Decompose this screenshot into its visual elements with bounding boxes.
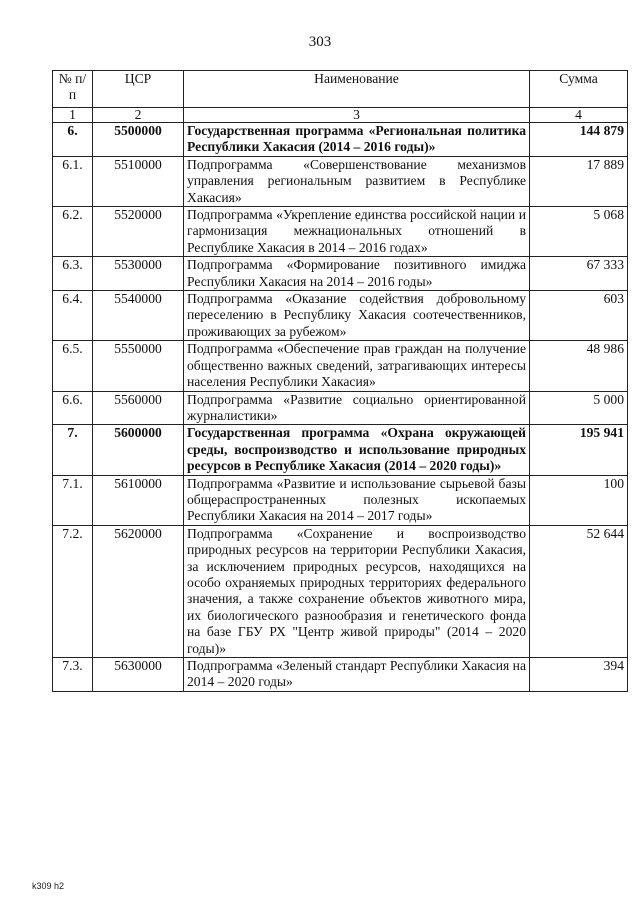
row-csr-code: 5560000 bbox=[93, 391, 184, 425]
row-name: Государственная программа «Региональная политика Республики Хакасия (2014 – 2016 годы)» bbox=[184, 123, 530, 157]
header-name: Наименование bbox=[184, 71, 530, 108]
column-number: 4 bbox=[530, 108, 628, 123]
column-number: 3 bbox=[184, 108, 530, 123]
row-sum: 603 bbox=[530, 291, 628, 341]
row-number: 7.1. bbox=[53, 475, 93, 525]
budget-table bbox=[52, 70, 628, 692]
row-sum: 100 bbox=[530, 475, 628, 525]
table-row bbox=[53, 156, 628, 206]
row-name: Подпрограмма «Развитие социально ориентированной журналистики» bbox=[184, 391, 530, 425]
header-num: № п/п bbox=[53, 71, 93, 108]
table-row bbox=[53, 475, 628, 525]
row-csr-code: 5550000 bbox=[93, 341, 184, 391]
table-row bbox=[53, 425, 628, 475]
row-name: Подпрограмма «Развитие и использование сырьевой базы общераспространенных полезных ископаемых Республики Хакасия на 2014 – 2017 годы» bbox=[184, 475, 530, 525]
row-name: Подпрограмма «Оказание содействия добровольному переселению в Республику Хакасия соотечественников, проживающих за рубежом» bbox=[184, 291, 530, 341]
row-number: 6.1. bbox=[53, 156, 93, 206]
row-name: Подпрограмма «Формирование позитивного имиджа Республики Хакасия на 2014 – 2016 годы» bbox=[184, 257, 530, 291]
row-sum: 195 941 bbox=[530, 425, 628, 475]
row-number: 6.4. bbox=[53, 291, 93, 341]
row-csr-code: 5510000 bbox=[93, 156, 184, 206]
row-number: 7. bbox=[53, 425, 93, 475]
row-sum: 144 879 bbox=[530, 123, 628, 157]
row-name: Подпрограмма «Совершенствование механизмов управления региональным развитием в Республике Хакасия» bbox=[184, 156, 530, 206]
table-row bbox=[53, 658, 628, 692]
row-csr-code: 5600000 bbox=[93, 425, 184, 475]
row-sum: 48 986 bbox=[530, 341, 628, 391]
row-name: Подпрограмма «Зеленый стандарт Республики Хакасия на 2014 – 2020 годы» bbox=[184, 658, 530, 692]
row-number: 6.3. bbox=[53, 257, 93, 291]
column-number-row bbox=[53, 108, 628, 123]
row-number: 7.2. bbox=[53, 525, 93, 657]
row-number: 6. bbox=[53, 123, 93, 157]
row-sum: 5 000 bbox=[530, 391, 628, 425]
table-row bbox=[53, 257, 628, 291]
footer-code: k309 h2 bbox=[32, 881, 65, 891]
table-row bbox=[53, 525, 628, 657]
table-row bbox=[53, 207, 628, 257]
header-csr: ЦСР bbox=[93, 71, 184, 108]
row-number: 6.5. bbox=[53, 341, 93, 391]
column-number: 1 bbox=[53, 108, 93, 123]
row-csr-code: 5520000 bbox=[93, 207, 184, 257]
row-name: Подпрограмма «Сохранение и воспроизводство природных ресурсов на территории Республики Хакасия, за исключением природных ресурсов, находящихся на особо охраняемых природных территориях федерального значения, а также сохранение объектов животного мира, их биологического разнообразия и генетического фонда на базе ГБУ РХ "Центр живой природы" (2014 – 2020 годы)» bbox=[184, 525, 530, 657]
row-number: 6.2. bbox=[53, 207, 93, 257]
row-sum: 67 333 bbox=[530, 257, 628, 291]
row-csr-code: 5540000 bbox=[93, 291, 184, 341]
row-number: 6.6. bbox=[53, 391, 93, 425]
column-number: 2 bbox=[93, 108, 184, 123]
row-name: Государственная программа «Охрана окружающей среды, воспроизводство и использование природных ресурсов в Республике Хакасия (2014 – 2020 годы)» bbox=[184, 425, 530, 475]
row-sum: 394 bbox=[530, 658, 628, 692]
header-row bbox=[53, 71, 628, 108]
row-csr-code: 5610000 bbox=[93, 475, 184, 525]
row-name: Подпрограмма «Укрепление единства российской нации и гармонизация межнациональных отношений в Республике Хакасия в 2014 – 2016 годах» bbox=[184, 207, 530, 257]
table-row bbox=[53, 391, 628, 425]
table-row bbox=[53, 341, 628, 391]
row-sum: 17 889 bbox=[530, 156, 628, 206]
row-csr-code: 5630000 bbox=[93, 658, 184, 692]
table-row bbox=[53, 291, 628, 341]
row-sum: 5 068 bbox=[530, 207, 628, 257]
row-csr-code: 5500000 bbox=[93, 123, 184, 157]
row-name: Подпрограмма «Обеспечение прав граждан на получение общественно важных сведений, затрагивающих интересы населения Республики Хакасия» bbox=[184, 341, 530, 391]
row-number: 7.3. bbox=[53, 658, 93, 692]
page-number: 303 bbox=[308, 34, 332, 50]
header-sum: Сумма bbox=[530, 71, 628, 108]
row-sum: 52 644 bbox=[530, 525, 628, 657]
row-csr-code: 5530000 bbox=[93, 257, 184, 291]
row-csr-code: 5620000 bbox=[93, 525, 184, 657]
table-row bbox=[53, 123, 628, 157]
